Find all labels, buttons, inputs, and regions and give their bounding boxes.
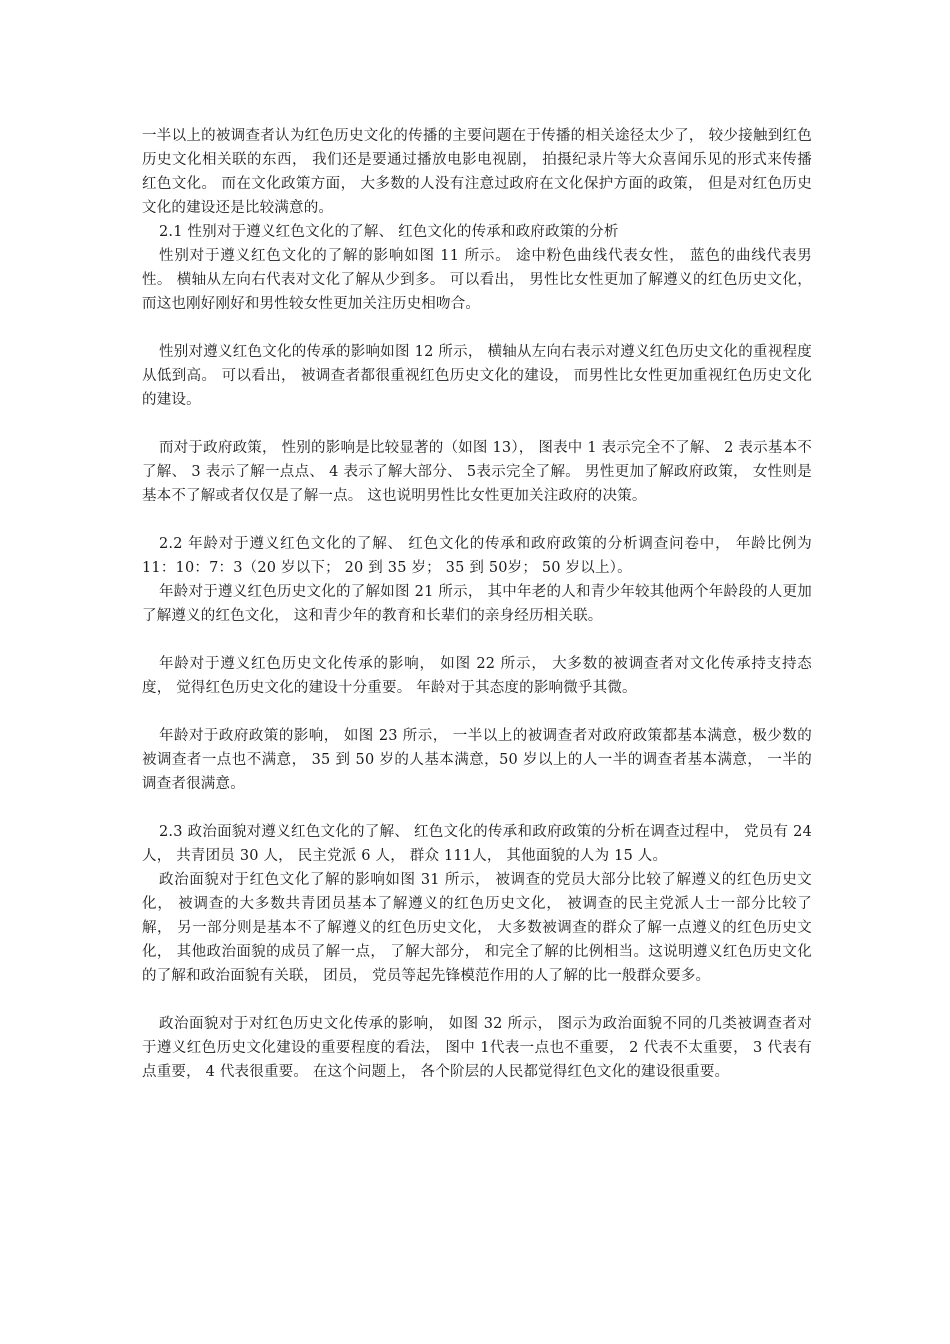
paragraph-gender-inheritance: 性别对遵义红色文化的传承的影响如图 12 所示， 横轴从左向右表示对遵义红色历史文化的重视程度从低到高。 可以看出， 被调查者都很重视红色历史文化的建设， 而男性比女性更加重视红色历史文化的建设。 (142, 344, 812, 408)
section-heading-2-1: 2.1 性别对于遵义红色文化的了解、 红色文化的传承和政府政策的分析 (159, 224, 619, 240)
paragraph-age-inheritance: 年龄对于遵义红色历史文化传承的影响， 如图 22 所示， 大多数的被调查者对文化传承持支持态度， 觉得红色历史文化的建设十分重要。 年龄对于其态度的影响微乎其微。 (142, 656, 812, 696)
paragraph-gender-understanding: 性别对于遵义红色文化的了解的影响如图 11 所示。 途中粉色曲线代表女性， 蓝色的曲线代表男性。 横轴从左向右代表对文化了解从少到多。 可以看出， 男性比女性更加了解遵义的红色历史文化， 而这也刚好刚好和男性较女性更加关注历史相吻合。 (142, 248, 812, 312)
paragraph-intro-summary: 一半以上的被调查者认为红色历史文化的传播的主要问题在于传播的相关途径太少了， 较少接触到红色历史文化相关联的东西， 我们还是要通过播放电影电视剧， 拍摄纪录片等大众喜闻乐见的形式来传播红色文化。 而在文化政策方面， 大多数的人没有注意过政府在文化保护方面的政策， 但是对红色历史文化的建设还是比较满意的。 (142, 128, 812, 216)
paragraph-gender-policy: 而对于政府政策， 性别的影响是比较显著的（如图 13）， 图表中 1 表示完全不了解、 2 表示基本不了解、 3 表示了解一点点、 4 表示了解大部分、 5表示完全了解。 男性更加了解政府政策， 女性则是基本不了解或者仅仅是了解一点。 这也说明男性比女性更加关注政府的决策。 (142, 440, 812, 504)
section-heading-2-3: 2.3 政治面貌对遵义红色文化的了解、 红色文化的传承和政府政策的分析在调查过程中， 党员有 24 人， 共青团员 30 人， 民主党派 6 人， 群众 111人， 其他面貌的人为 15 人。 (142, 824, 812, 864)
paragraph-political-inheritance: 政治面貌对于对红色历史文化传承的影响， 如图 32 所示， 图示为政治面貌不同的几类被调查者对于遵义红色历史文化建设的重要程度的看法， 图中 1代表一点也不重要， 2 代表不太重要， 3 代表有点重要， 4 代表很重要。 在这个问题上， 各个阶层的人民都觉得红色文化的建设很重要。 (142, 1016, 812, 1080)
document-body (142, 124, 812, 1084)
section-heading-2-2: 2.2 年龄对于遵义红色文化的了解、 红色文化的传承和政府政策的分析调查问卷中， 年龄比例为 11：10：7：3（20 岁以下； 20 到 35 岁； 35 到 50岁； 50 岁以上）。 (142, 536, 812, 576)
paragraph-age-understanding: 年龄对于遵义红色历史文化的了解如图 21 所示， 其中年老的人和青少年较其他两个年龄段的人更加了解遵义的红色文化， 这和青少年的教育和长辈们的亲身经历相关联。 (142, 584, 812, 624)
paragraph-political-understanding: 政治面貌对于红色文化了解的影响如图 31 所示， 被调查的党员大部分比较了解遵义的红色历史文化， 被调查的大多数共青团员基本了解遵义的红色历史文化， 被调查的民主党派人士一部分比较了解， 另一部分则是基本不了解遵义的红色历史文化， 大多数被调查的群众了解一点遵义的红色历史文化， 其他政治面貌的成员了解一点， 了解大部分， 和完全了解的比例相当。这说明遵义红色历史文化的了解和政治面貌有关联， 团员， 党员等起先锋模范作用的人了解的比一般群众要多。 (142, 872, 812, 984)
paragraph-age-policy: 年龄对于政府政策的影响， 如图 23 所示， 一半以上的被调查者对政府政策都基本满意，极少数的被调查者一点也不满意， 35 到 50 岁的人基本满意，50 岁以上的人一半的调查者基本满意， 一半的调查者很满意。 (142, 728, 812, 792)
